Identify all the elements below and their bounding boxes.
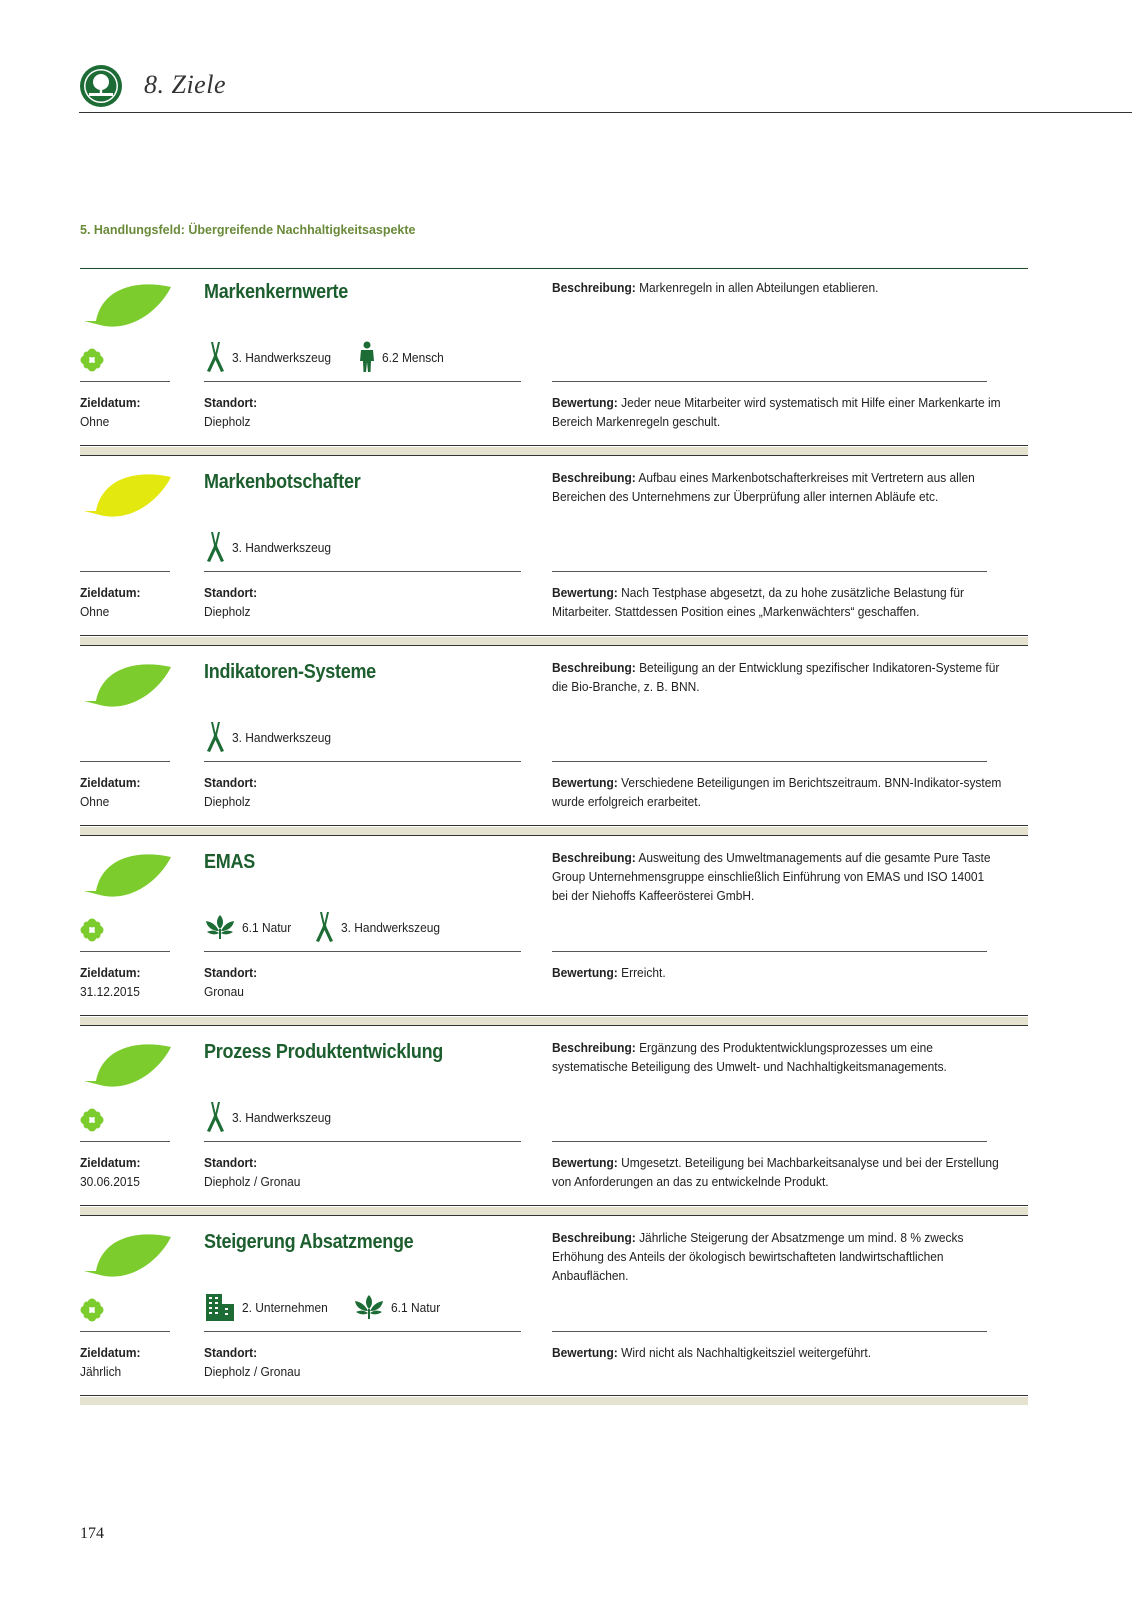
bewertung-block (552, 393, 1003, 431)
bewertung-text: Jeder neue Mitarbeiter wird systematisch mit Hilfe einer Markenkarte im Bereich Markenregeln geschult. (552, 395, 1001, 429)
bewertung-block (552, 1153, 1003, 1191)
tag-label: 3. Handwerkszeug (232, 539, 332, 555)
header-rule (79, 112, 1132, 113)
tag-label: 6.2 Mensch (381, 349, 444, 365)
standort-label: Standort: (204, 395, 258, 410)
beschreibung-text: Jährliche Steigerung der Absatzmenge um mind. 8 % zwecks Erhöhung des Anteils der ökologisch bewirtschafteten landwirtschaftlichen Anbauflächen. (552, 1230, 964, 1283)
zieldatum-label: Zieldatum: (80, 965, 141, 980)
flower-icon (80, 918, 104, 942)
zieldatum-value: 31.12.2015 (80, 984, 140, 999)
beschreibung-block (552, 1228, 1003, 1285)
standort-value: Diepholz (204, 794, 251, 809)
divider (80, 1141, 170, 1142)
bewertung-block (552, 583, 1003, 621)
zieldatum-value: Ohne (80, 604, 110, 619)
leaf-status-icon (80, 1037, 172, 1092)
row-separator (80, 635, 1028, 647)
pliers-icon (313, 911, 335, 943)
beschreibung-label: Beschreibung: (552, 1040, 636, 1055)
zieldatum-block (80, 1343, 140, 1381)
goal-title: Markenbotschafter (204, 471, 361, 493)
pliers-icon (204, 341, 226, 373)
zieldatum-value: Jährlich (80, 1364, 122, 1379)
flower-icon (80, 1108, 104, 1132)
pliers-icon (204, 721, 226, 753)
standort-value: Diepholz / Gronau (204, 1174, 301, 1189)
tag (358, 341, 449, 373)
row-separator (80, 825, 1028, 837)
building-icon (204, 1292, 236, 1322)
zieldatum-block (80, 1153, 140, 1191)
goal-title: EMAS (204, 851, 255, 873)
tag (204, 721, 340, 753)
divider (204, 571, 521, 572)
goal-row (80, 1028, 1028, 1222)
zieldatum-block (80, 963, 140, 1001)
tag-list (204, 1290, 463, 1324)
bewertung-block (552, 963, 1003, 982)
standort-block (204, 1343, 300, 1381)
standort-value: Gronau (204, 984, 244, 999)
goal-title: Markenkernwerte (204, 281, 349, 303)
pliers-icon (204, 1101, 226, 1133)
leaf-status-icon (80, 1227, 172, 1282)
standort-label: Standort: (204, 965, 258, 980)
tag-list (204, 720, 358, 754)
lebensbaum-logo (79, 64, 123, 108)
beschreibung-block (552, 658, 1003, 696)
divider (204, 1331, 521, 1332)
beschreibung-block (552, 848, 1003, 905)
tag-label: 6.1 Natur (391, 1299, 441, 1315)
zieldatum-label: Zieldatum: (80, 775, 141, 790)
divider (204, 381, 521, 382)
divider (80, 381, 170, 382)
zieldatum-value: Ohne (80, 414, 110, 429)
zieldatum-value: Ohne (80, 794, 110, 809)
flower-icon (80, 1298, 104, 1322)
tag-list (204, 340, 467, 374)
tag-label: 6.1 Natur (242, 919, 292, 935)
beschreibung-label: Beschreibung: (552, 1230, 636, 1245)
standort-value: Diepholz (204, 604, 251, 619)
beschreibung-text: Aufbau eines Markenbotschafterkreises mit Vertretern aus allen Bereichen des Unternehmens zur Überprüfung aller internen Abläufe etc. (552, 470, 975, 504)
standort-label: Standort: (204, 1345, 258, 1360)
beschreibung-block (552, 468, 1003, 506)
zieldatum-block (80, 393, 140, 431)
zieldatum-label: Zieldatum: (80, 1345, 141, 1360)
bewertung-text: Umgesetzt. Beteiligung bei Machbarkeitsanalyse und bei der Erstellung von Anforderungen an das zu entwickelnde Produkt. (552, 1155, 999, 1189)
standort-block (204, 583, 257, 621)
bewertung-label: Bewertung: (552, 1155, 618, 1170)
divider (80, 571, 170, 572)
goal-title: Indikatoren-Systeme (204, 661, 376, 683)
beschreibung-text: Ergänzung des Produktentwicklungsprozesses um eine systematische Beteiligung des Umwelt- und Nachhaltigkeitsmanagements. (552, 1040, 947, 1074)
bewertung-text: Nach Testphase abgesetzt, da zu hohe zusätzliche Belastung für Mitarbeiter. Stattdessen Position eines „Markenwächters“ geschaffen. (552, 585, 964, 619)
tag (204, 913, 295, 941)
plant-icon (204, 913, 236, 941)
zieldatum-block (80, 583, 140, 621)
pliers-icon (204, 531, 226, 563)
tag-label: 3. Handwerkszeug (232, 1109, 332, 1125)
row-separator (80, 1015, 1028, 1027)
zieldatum-label: Zieldatum: (80, 585, 141, 600)
standort-block (204, 963, 257, 1001)
tag (353, 1293, 444, 1321)
person-icon (358, 341, 376, 373)
bewertung-label: Bewertung: (552, 775, 618, 790)
goal-title: Prozess Produktentwicklung (204, 1041, 444, 1063)
bewertung-label: Bewertung: (552, 965, 618, 980)
tag-label: 3. Handwerkszeug (232, 729, 332, 745)
standort-label: Standort: (204, 775, 258, 790)
zieldatum-label: Zieldatum: (80, 395, 141, 410)
row-separator (80, 1395, 1028, 1407)
standort-value: Diepholz (204, 414, 251, 429)
divider (552, 1331, 987, 1332)
tag-label: 2. Unternehmen (242, 1299, 328, 1315)
section-title: 5. Handlungsfeld: Übergreifende Nachhaltigkeitsaspekte (80, 223, 416, 237)
beschreibung-text: Beteiligung an der Entwicklung spezifischer Indikatoren-Systeme für die Bio-Branche, z. B. BNN. (552, 660, 1000, 694)
tag-list (204, 1100, 358, 1134)
row-separator (80, 1205, 1028, 1217)
divider (80, 761, 170, 762)
divider (80, 1331, 170, 1332)
goal-row (80, 268, 1028, 462)
bewertung-label: Bewertung: (552, 585, 618, 600)
beschreibung-block (552, 1038, 1003, 1076)
divider (552, 1141, 987, 1142)
standort-value: Diepholz / Gronau (204, 1364, 301, 1379)
tag (204, 1101, 340, 1133)
divider (204, 761, 521, 762)
chapter-title: 8. Ziele (144, 70, 226, 99)
goal-row (80, 648, 1028, 842)
bewertung-text: Verschiedene Beteiligungen im Berichtszeitraum. BNN-Indikator-system wurde erfolgreich erarbeitet. (552, 775, 1002, 809)
tag-label: 3. Handwerkszeug (341, 919, 441, 935)
leaf-status-icon (80, 467, 172, 522)
standort-block (204, 1153, 300, 1191)
zieldatum-label: Zieldatum: (80, 1155, 141, 1170)
beschreibung-label: Beschreibung: (552, 280, 636, 295)
divider (204, 1141, 521, 1142)
leaf-status-icon (80, 277, 172, 332)
standort-block (204, 773, 257, 811)
bewertung-block (552, 773, 1003, 811)
divider (80, 951, 170, 952)
divider (552, 951, 987, 952)
tag (204, 531, 340, 563)
divider (204, 951, 521, 952)
beschreibung-block (552, 278, 1003, 297)
leaf-status-icon (80, 847, 172, 902)
goal-row (80, 838, 1028, 1032)
tag (204, 1292, 335, 1322)
divider (552, 761, 987, 762)
tag-list (204, 910, 467, 944)
tag (204, 341, 340, 373)
bewertung-text: Erreicht. (621, 965, 666, 980)
divider (552, 571, 987, 572)
beschreibung-label: Beschreibung: (552, 470, 636, 485)
goal-row (80, 458, 1028, 652)
tag (313, 911, 449, 943)
tag-label: 3. Handwerkszeug (232, 349, 332, 365)
standort-label: Standort: (204, 1155, 258, 1170)
zieldatum-block (80, 773, 140, 811)
plant-icon (353, 1293, 385, 1321)
beschreibung-label: Beschreibung: (552, 660, 636, 675)
bewertung-text: Wird nicht als Nachhaltigkeitsziel weitergeführt. (621, 1345, 872, 1360)
leaf-status-icon (80, 657, 172, 712)
tag-list (204, 530, 358, 564)
bewertung-label: Bewertung: (552, 395, 618, 410)
beschreibung-text: Markenregeln in allen Abteilungen etablieren. (639, 280, 879, 295)
bewertung-label: Bewertung: (552, 1345, 618, 1360)
page-number: 174 (80, 1525, 104, 1542)
divider (552, 381, 987, 382)
standort-block (204, 393, 257, 431)
flower-icon (80, 348, 104, 372)
row-separator (80, 445, 1028, 457)
standort-label: Standort: (204, 585, 258, 600)
bewertung-block (552, 1343, 1003, 1362)
goal-title: Steigerung Absatzmenge (204, 1231, 414, 1253)
beschreibung-label: Beschreibung: (552, 850, 636, 865)
goal-row (80, 1218, 1028, 1412)
beschreibung-text: Ausweitung des Umweltmanagements auf die gesamte Pure Taste Group Unternehmensgruppe einschließlich Einführung von EMAS und ISO 14001 bei der Niehoffs Kaffeerösterei GmbH. (552, 850, 991, 903)
zieldatum-value: 30.06.2015 (80, 1174, 140, 1189)
